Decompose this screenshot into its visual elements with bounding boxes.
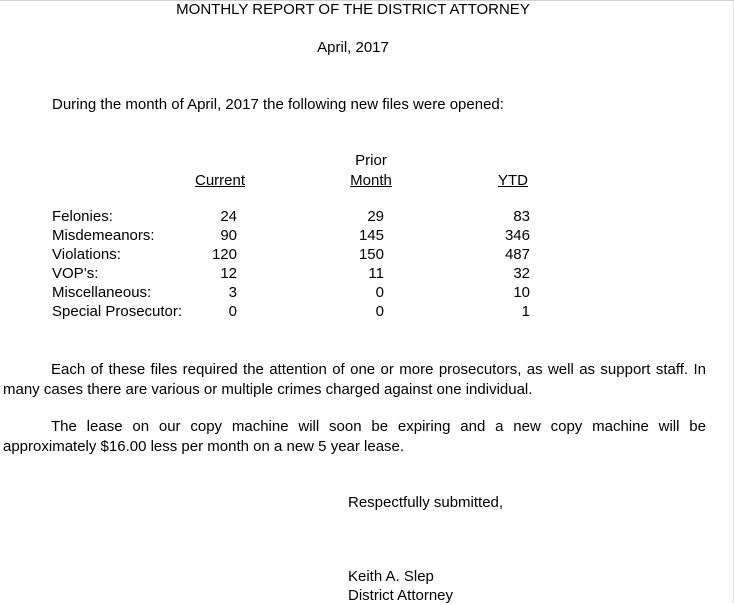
current-value: 24 <box>220 208 237 225</box>
paragraph-copy-machine <box>3 417 706 456</box>
report-date: April, 2017 <box>317 39 389 56</box>
table-row <box>0 226 734 245</box>
row-label: Special Prosecutor: <box>52 303 183 320</box>
row-label: Violations: <box>52 246 121 263</box>
current-value: 12 <box>220 265 237 282</box>
case-statistics-table <box>0 207 734 321</box>
prior-month-value: 0 <box>375 284 384 301</box>
prior-month-value: 145 <box>358 227 384 244</box>
table-row <box>0 207 734 226</box>
ytd-value: 1 <box>521 303 530 320</box>
table-row <box>0 302 734 321</box>
prior-month-value: 0 <box>375 303 384 320</box>
prior-month-value: 150 <box>358 246 384 263</box>
table-row <box>0 264 734 283</box>
prior-month-value: 11 <box>368 265 384 282</box>
closing-salutation: Respectfully submitted, <box>348 494 504 511</box>
prior-month-value: 29 <box>367 208 384 225</box>
ytd-value: 32 <box>513 265 530 282</box>
current-value: 3 <box>228 284 237 301</box>
ytd-value: 487 <box>504 246 530 263</box>
table-row <box>0 245 734 264</box>
row-label: Felonies: <box>52 208 113 225</box>
ytd-value: 346 <box>504 227 530 244</box>
signatory-name: Keith A. Slep <box>348 568 434 585</box>
paragraph-text: Each of these files required the attention of one or more prosecutors, as well as support staff. In many cases there are various or multiple crimes charged against one individual. <box>3 361 706 398</box>
header-prior-month: Month <box>350 172 392 189</box>
current-value: 0 <box>228 303 237 320</box>
current-value: 90 <box>220 227 237 244</box>
header-current: Current <box>194 172 246 189</box>
row-label: Miscellaneous: <box>52 284 152 301</box>
table-row <box>0 283 734 302</box>
ytd-value: 10 <box>513 284 530 301</box>
intro-text: During the month of April, 2017 the following new files were opened: <box>52 96 504 113</box>
header-ytd: YTD <box>498 172 528 189</box>
paragraph-text: The lease on our copy machine will soon be expiring and a new copy machine will be approximately $16.00 less per month on a new 5 year lease. <box>3 418 706 455</box>
signatory-title: District Attorney <box>348 587 454 604</box>
row-label: VOP’s: <box>52 265 99 282</box>
ytd-value: 83 <box>513 208 530 225</box>
header-prior-line1: Prior <box>355 152 387 169</box>
paragraph-workload <box>3 360 706 399</box>
row-label: Misdemeanors: <box>52 227 155 244</box>
current-value: 120 <box>211 246 237 263</box>
report-title: MONTHLY REPORT OF THE DISTRICT ATTORNEY <box>176 1 530 18</box>
